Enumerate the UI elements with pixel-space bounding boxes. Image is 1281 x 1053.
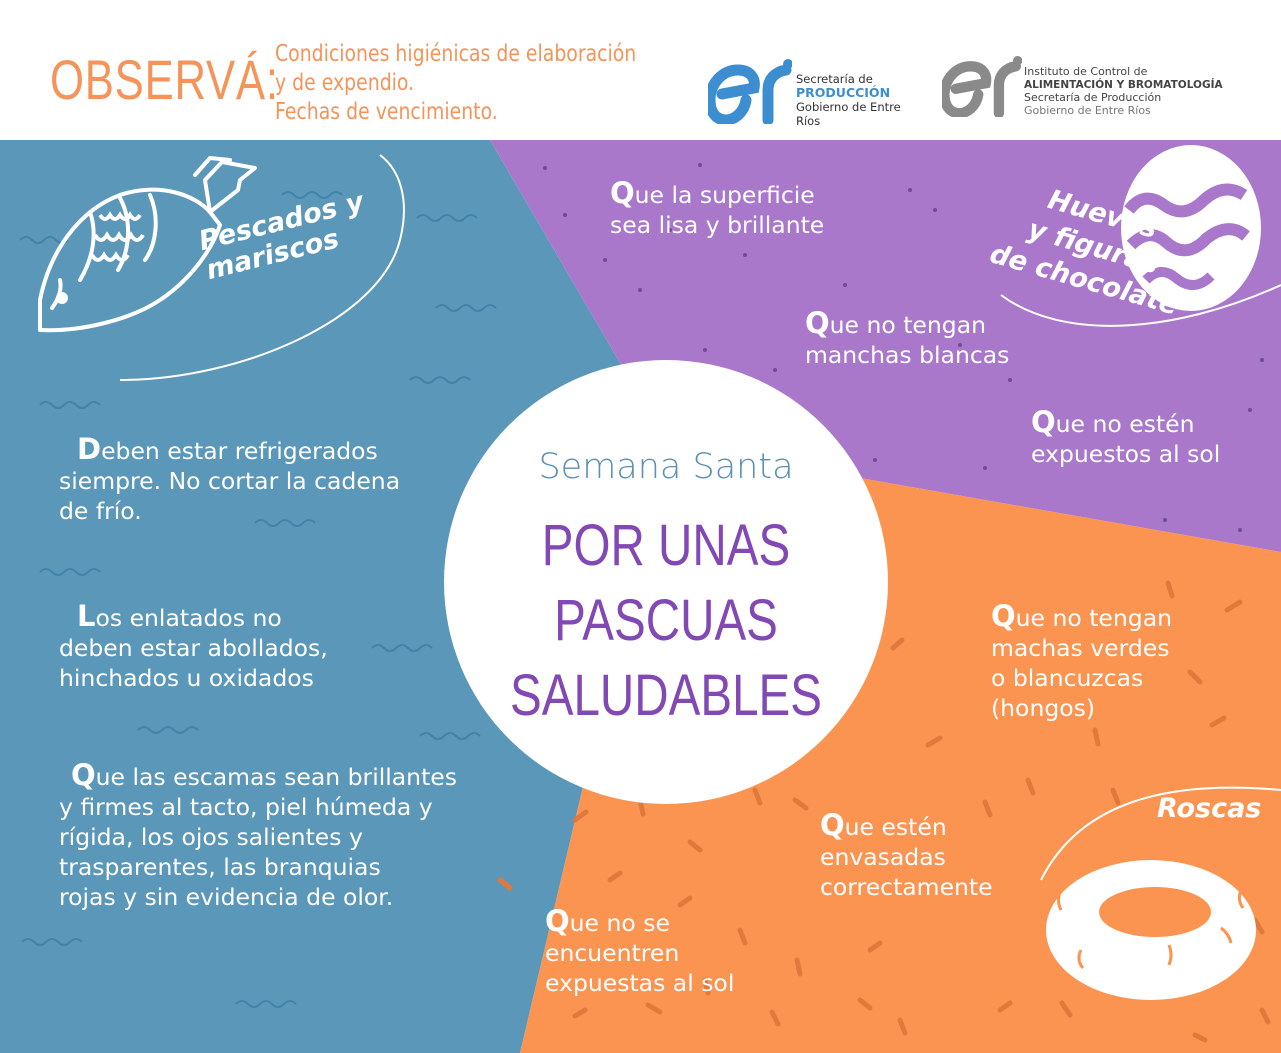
- roscas-category-label: Roscas: [1157, 793, 1262, 824]
- fish-tip-1: [59, 434, 400, 526]
- eggs-tip-3: [1031, 407, 1220, 469]
- tip-text: ue estén envasadas correctamente: [820, 813, 993, 901]
- tip-initial: Q: [545, 904, 570, 938]
- tip-initial: Q: [991, 599, 1016, 633]
- eggs-category-label: Huevos y figuras de chocolate: [986, 184, 1182, 322]
- logo-secretaria-produccion: [708, 58, 928, 128]
- roscas-tip-2: [820, 810, 993, 902]
- tip-text: ue no tengan manchas blancas: [805, 311, 1010, 369]
- eggs-tip-1: [610, 178, 824, 240]
- tip-initial: Q: [820, 808, 845, 842]
- tip-initial: Q: [71, 758, 96, 792]
- center-title: POR UNAS PASCUAS SALUDABLES: [510, 513, 822, 728]
- logo-bromatologia: [942, 55, 1232, 121]
- logo2-line3: Secretaría de Producción: [1024, 91, 1162, 104]
- tip-text: ue la superficie sea lisa y brillante: [610, 181, 825, 239]
- tip-initial: Q: [805, 306, 830, 340]
- conditions-text: Condiciones higiénicas de elaboración y de expendio. Fechas de vencimiento.: [275, 41, 637, 125]
- fish-tip-2: [59, 601, 328, 693]
- logo1-line1: Secretaría de: [796, 72, 873, 86]
- logo2-line2: ALIMENTACIÓN Y BROMATOLOGÍA: [1024, 79, 1223, 91]
- tip-text: eben estar refrigerados siempre. No cortar la cadena de frío.: [59, 437, 401, 525]
- er-logo-icon: [942, 55, 1022, 117]
- tip-text: ue no se encuentren expuestas al sol: [545, 909, 735, 997]
- fish-tip-3: [59, 760, 457, 912]
- tip-initial: Q: [1031, 405, 1056, 439]
- logo1-line3: Gobierno de Entre Ríos: [796, 100, 901, 128]
- center-subtitle: Semana Santa: [538, 447, 794, 487]
- roscas-tip-3: [545, 906, 734, 998]
- roscas-tip-1: [991, 601, 1172, 723]
- er-logo-icon: [708, 58, 792, 124]
- eggs-tip-2: [805, 308, 1009, 370]
- observa-heading: OBSERVÁ:: [50, 48, 279, 111]
- tip-initial: D: [77, 432, 102, 466]
- tip-text: ue no estén expuestos al sol: [1031, 410, 1221, 468]
- fish-category-label: Pescados y mariscos: [195, 186, 367, 287]
- tip-initial: Q: [610, 176, 635, 210]
- tip-initial: L: [77, 599, 96, 633]
- tip-text: ue no tengan machas verdes o blancuzcas (hongos): [991, 604, 1172, 722]
- logo1-line2: PRODUCCIÓN: [796, 85, 891, 100]
- logo2-line1: Instituto de Control de: [1024, 65, 1148, 78]
- tip-text: ue las escamas sean brillantes y firmes al tacto, piel húmeda y rígida, los ojos salientes y trasparentes, las branquias rojas y sin evidencia de olor.: [59, 763, 457, 911]
- tip-text: os enlatados no deben estar abollados, hinchados u oxidados: [59, 604, 328, 692]
- logo2-line4: Gobierno de Entre Ríos: [1024, 104, 1151, 117]
